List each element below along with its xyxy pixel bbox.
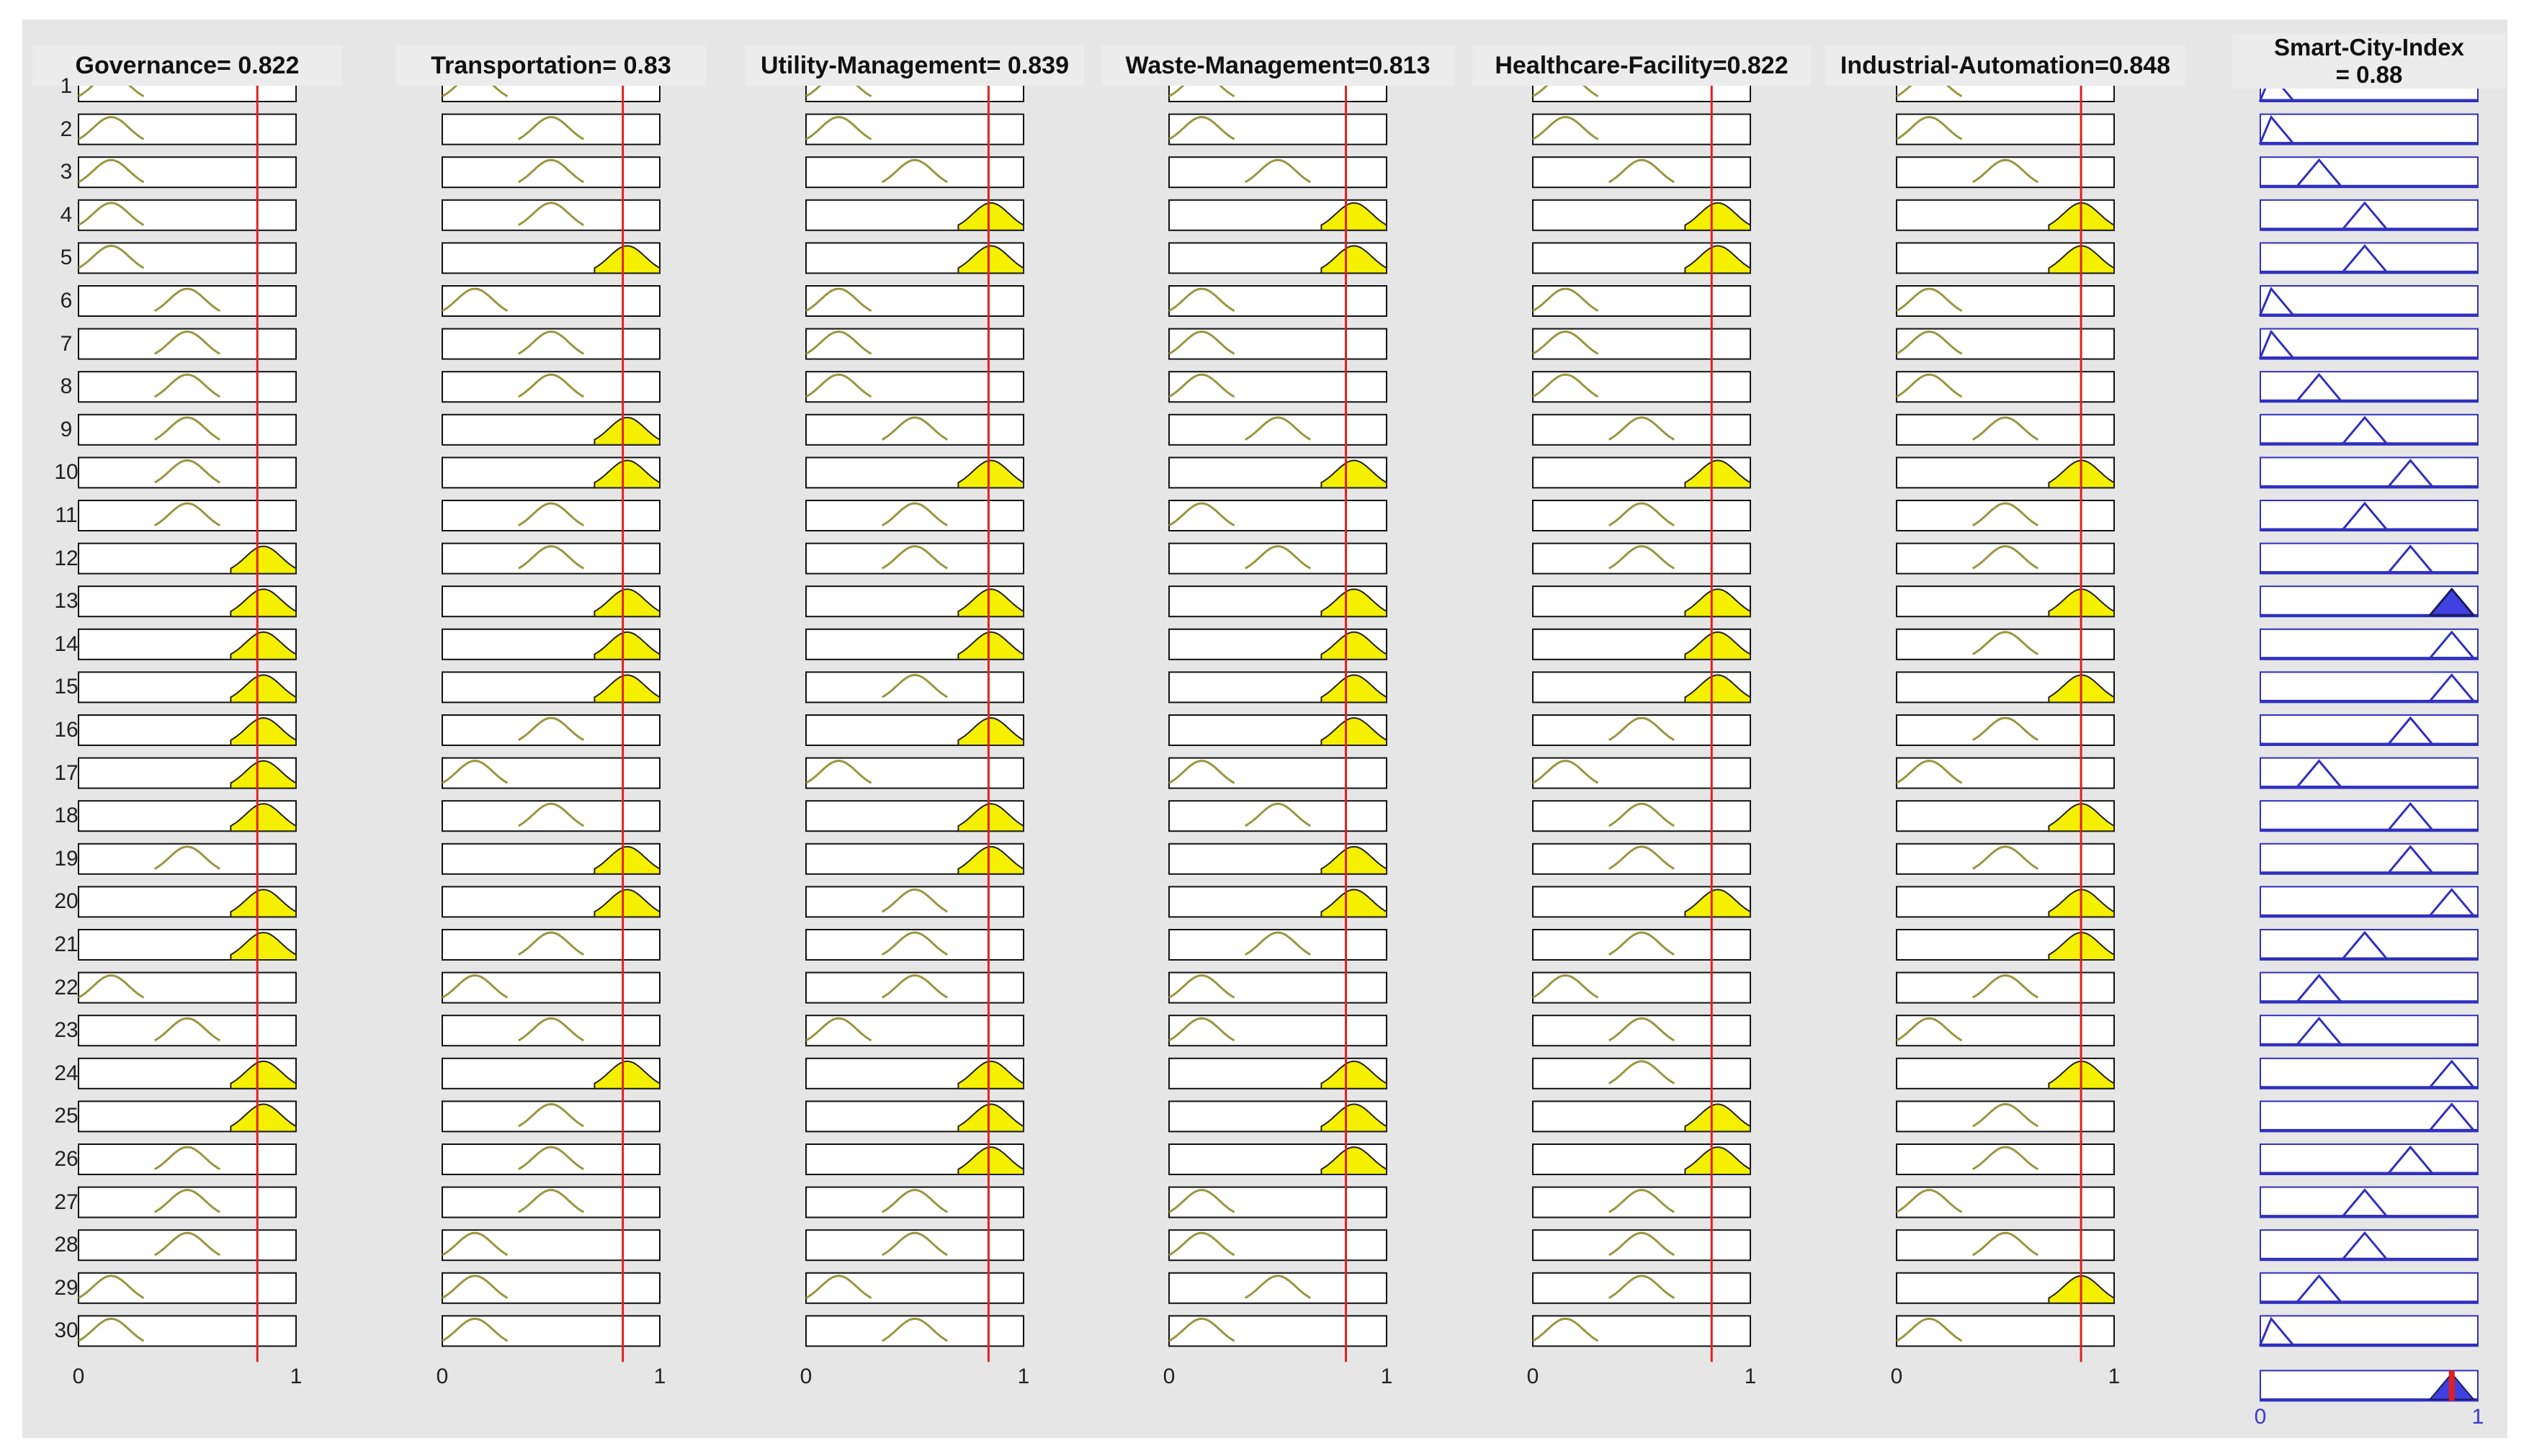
rule-row[interactable]: [79, 1187, 2478, 1218]
input-title-waste-management: Waste-Management=0.813: [1101, 45, 1454, 86]
antecedent-mf[interactable]: [806, 1187, 1024, 1218]
rule-row[interactable]: [79, 715, 2478, 745]
rule-number: 25: [54, 1104, 79, 1128]
antecedent-mf[interactable]: [806, 1230, 1024, 1260]
antecedent-mf[interactable]: [442, 1144, 660, 1174]
antecedent-mf[interactable]: [806, 672, 1024, 702]
antecedent-mf[interactable]: [1169, 1273, 1387, 1303]
antecedent-mf[interactable]: [442, 114, 660, 145]
antecedent-mf[interactable]: [1533, 243, 1750, 273]
antecedent-mf[interactable]: [806, 457, 1024, 487]
antecedent-mf[interactable]: [79, 1273, 296, 1303]
antecedent-mf[interactable]: [1169, 886, 1387, 917]
antecedent-mf[interactable]: [1169, 157, 1387, 187]
antecedent-mf[interactable]: [806, 1059, 1024, 1089]
consequent-mf[interactable]: [2260, 329, 2478, 359]
antecedent-mf[interactable]: [806, 544, 1024, 574]
axis-max-label: 1: [1017, 1365, 1030, 1389]
consequent-mf[interactable]: [2260, 973, 2478, 1003]
rule-row[interactable]: [79, 544, 2478, 574]
consequent-mf[interactable]: [2260, 544, 2478, 574]
antecedent-mf[interactable]: [806, 801, 1024, 831]
antecedent-mf[interactable]: [806, 586, 1024, 616]
antecedent-mf[interactable]: [1169, 629, 1387, 660]
antecedent-mf[interactable]: [442, 372, 660, 402]
antecedent-mf[interactable]: [79, 243, 296, 273]
rule-row[interactable]: [79, 1230, 2478, 1260]
rule-row[interactable]: [79, 500, 2478, 531]
antecedent-mf[interactable]: [1169, 758, 1387, 788]
antecedent-mf[interactable]: [79, 1059, 296, 1089]
rule-number: 18: [54, 804, 79, 828]
rule-number: 6: [60, 289, 73, 313]
antecedent-mf[interactable]: [1169, 243, 1387, 273]
rule-number: 9: [60, 417, 73, 441]
antecedent-mf[interactable]: [806, 1316, 1024, 1346]
antecedent-mf[interactable]: [1169, 1187, 1387, 1218]
rule-plot-area: [22, 19, 2507, 1438]
antecedent-mf[interactable]: [442, 329, 660, 359]
antecedent-mf[interactable]: [79, 329, 296, 359]
antecedent-mf[interactable]: [442, 1273, 660, 1303]
antecedent-mf[interactable]: [1533, 1273, 1750, 1303]
antecedent-mf[interactable]: [1169, 1059, 1387, 1089]
antecedent-mf[interactable]: [442, 1059, 660, 1089]
antecedent-mf[interactable]: [806, 243, 1024, 273]
rule-number: 29: [54, 1275, 79, 1300]
rule-number: 26: [54, 1147, 79, 1171]
antecedent-mf[interactable]: [442, 801, 660, 831]
antecedent-mf[interactable]: [1533, 930, 1750, 960]
consequent-mf[interactable]: [2260, 157, 2478, 187]
antecedent-mf[interactable]: [1169, 1230, 1387, 1260]
rule-number: 16: [54, 718, 79, 742]
antecedent-mf[interactable]: [79, 886, 296, 917]
antecedent-mf[interactable]: [1533, 114, 1750, 145]
antecedent-mf[interactable]: [806, 973, 1024, 1003]
antecedent-mf[interactable]: [79, 586, 296, 616]
output-title: [2232, 34, 2506, 89]
axis-min-label: 0: [436, 1365, 449, 1389]
rule-row[interactable]: [79, 973, 2478, 1003]
rule-number: 27: [54, 1190, 79, 1214]
rule-number: 12: [54, 546, 79, 570]
antecedent-mf[interactable]: [806, 114, 1024, 145]
rule-row[interactable]: [79, 1101, 2478, 1131]
antecedent-mf[interactable]: [806, 715, 1024, 745]
antecedent-mf[interactable]: [442, 1230, 660, 1260]
antecedent-mf[interactable]: [79, 157, 296, 187]
antecedent-mf[interactable]: [1533, 329, 1750, 359]
antecedent-mf[interactable]: [79, 1187, 296, 1218]
consequent-mf[interactable]: [2260, 930, 2478, 960]
antecedent-mf[interactable]: [442, 286, 660, 316]
rule-row[interactable]: [79, 930, 2478, 960]
antecedent-mf[interactable]: [442, 457, 660, 487]
rule-number: 14: [54, 632, 79, 656]
antecedent-mf[interactable]: [806, 886, 1024, 917]
antecedent-mf[interactable]: [806, 329, 1024, 359]
antecedent-mf[interactable]: [1169, 1144, 1387, 1174]
antecedent-mf[interactable]: [79, 1230, 296, 1260]
antecedent-mf[interactable]: [1169, 286, 1387, 316]
antecedent-mf[interactable]: [442, 1015, 660, 1046]
rule-row[interactable]: [79, 629, 2478, 660]
antecedent-mf[interactable]: [442, 544, 660, 574]
antecedent-mf[interactable]: [806, 415, 1024, 445]
antecedent-mf[interactable]: [1169, 457, 1387, 487]
rule-number: 23: [54, 1018, 79, 1043]
antecedent-mf[interactable]: [1169, 801, 1387, 831]
antecedent-mf[interactable]: [79, 629, 296, 660]
rule-row[interactable]: [79, 157, 2478, 187]
antecedent-mf[interactable]: [442, 715, 660, 745]
antecedent-mf[interactable]: [442, 500, 660, 531]
consequent-mf[interactable]: [2260, 114, 2478, 145]
antecedent-mf[interactable]: [442, 243, 660, 273]
input-title-governance: Governance= 0.822: [32, 45, 342, 86]
antecedent-mf[interactable]: [1169, 200, 1387, 230]
consequent-mf[interactable]: [2260, 457, 2478, 487]
antecedent-mf[interactable]: [79, 544, 296, 574]
consequent-mf[interactable]: [2260, 629, 2478, 660]
rule-number: 13: [54, 589, 79, 614]
rule-row[interactable]: [79, 1316, 2478, 1346]
antecedent-mf[interactable]: [806, 1015, 1024, 1046]
antecedent-mf[interactable]: [1169, 500, 1387, 531]
axis-max-label: 1: [1380, 1365, 1393, 1389]
antecedent-mf[interactable]: [1533, 372, 1750, 402]
antecedent-mf[interactable]: [1169, 715, 1387, 745]
antecedent-mf[interactable]: [1533, 758, 1750, 788]
rule-row[interactable]: [79, 415, 2478, 445]
antecedent-mf[interactable]: [806, 372, 1024, 402]
rule-row[interactable]: [79, 672, 2478, 702]
rule-row[interactable]: [79, 844, 2478, 874]
consequent-mf[interactable]: [2260, 886, 2478, 917]
antecedent-mf[interactable]: [806, 1101, 1024, 1131]
antecedent-mf[interactable]: [1533, 629, 1750, 660]
rule-row[interactable]: [79, 758, 2478, 788]
consequent-mf[interactable]: [2260, 1101, 2478, 1131]
rule-row[interactable]: [79, 1144, 2478, 1174]
consequent-mf[interactable]: [2260, 1015, 2478, 1046]
antecedent-mf[interactable]: [1169, 372, 1387, 402]
antecedent-mf[interactable]: [1533, 973, 1750, 1003]
antecedent-mf[interactable]: [1533, 1101, 1750, 1131]
rule-number: 15: [54, 675, 79, 699]
antecedent-mf[interactable]: [1169, 544, 1387, 574]
rule-number: 3: [60, 160, 73, 184]
axis-min-label: 0: [72, 1365, 85, 1389]
rule-row[interactable]: [79, 114, 2478, 145]
axis-min-label: 0: [800, 1365, 813, 1389]
rule-number: 19: [54, 846, 79, 871]
antecedent-mf[interactable]: [1533, 844, 1750, 874]
antecedent-mf[interactable]: [79, 973, 296, 1003]
axis-min-label: 0: [1526, 1365, 1539, 1389]
consequent-mf[interactable]: [2260, 1059, 2478, 1089]
rule-number: 20: [54, 889, 79, 914]
rule-row[interactable]: [79, 457, 2478, 487]
antecedent-mf[interactable]: [79, 415, 296, 445]
antecedent-mf[interactable]: [1533, 1316, 1750, 1346]
antecedent-mf[interactable]: [442, 1187, 660, 1218]
rule-number: 21: [54, 933, 79, 956]
antecedent-mf[interactable]: [442, 586, 660, 616]
antecedent-mf[interactable]: [79, 114, 296, 145]
consequent-mf[interactable]: [2260, 286, 2478, 316]
antecedent-mf[interactable]: [806, 500, 1024, 531]
rule-row[interactable]: [79, 372, 2478, 402]
antecedent-mf[interactable]: [1533, 1144, 1750, 1174]
consequent-mf[interactable]: [2260, 758, 2478, 788]
antecedent-mf[interactable]: [79, 844, 296, 874]
antecedent-mf[interactable]: [1169, 672, 1387, 702]
consequent-mf[interactable]: [2260, 200, 2478, 230]
input-title-transportation: Transportation= 0.83: [396, 45, 706, 86]
rule-row[interactable]: [79, 286, 2478, 316]
consequent-mf[interactable]: [2260, 1187, 2478, 1218]
antecedent-mf[interactable]: [79, 930, 296, 960]
axis-max-label: 1: [1744, 1365, 1757, 1389]
output-axis-max-label: 1: [2471, 1405, 2484, 1429]
rule-row[interactable]: [79, 801, 2478, 831]
antecedent-mf[interactable]: [1169, 973, 1387, 1003]
rule-row[interactable]: [79, 329, 2478, 359]
consequent-mf[interactable]: [2260, 715, 2478, 745]
antecedent-mf[interactable]: [79, 801, 296, 831]
rule-row[interactable]: [79, 586, 2478, 616]
input-title-utility-management: Utility-Management= 0.839: [746, 45, 1084, 86]
antecedent-mf[interactable]: [1533, 1015, 1750, 1046]
rule-number: 28: [54, 1233, 79, 1257]
rule-number: 10: [54, 460, 79, 485]
antecedent-mf[interactable]: [806, 629, 1024, 660]
antecedent-mf[interactable]: [1533, 1187, 1750, 1218]
rule-number: 22: [54, 975, 79, 999]
rule-number: 5: [60, 246, 73, 270]
output-axis-min-label: 0: [2254, 1405, 2267, 1429]
antecedent-mf[interactable]: [442, 1101, 660, 1131]
antecedent-mf[interactable]: [442, 415, 660, 445]
antecedent-mf[interactable]: [1169, 1101, 1387, 1131]
rule-number: 17: [54, 760, 79, 785]
antecedent-mf[interactable]: [1533, 500, 1750, 531]
antecedent-mf[interactable]: [442, 930, 660, 960]
axis-min-label: 0: [1163, 1365, 1176, 1389]
antecedent-mf[interactable]: [1169, 329, 1387, 359]
antecedent-mf[interactable]: [442, 844, 660, 874]
antecedent-mf[interactable]: [79, 200, 296, 230]
antecedent-mf[interactable]: [1533, 415, 1750, 445]
antecedent-mf[interactable]: [1169, 1015, 1387, 1046]
antecedent-mf[interactable]: [806, 930, 1024, 960]
consequent-mf[interactable]: [2260, 372, 2478, 402]
antecedent-mf[interactable]: [806, 1144, 1024, 1174]
consequent-mf[interactable]: [2260, 672, 2478, 702]
consequent-mf[interactable]: [2260, 1230, 2478, 1260]
rule-row[interactable]: [79, 1015, 2478, 1046]
antecedent-mf[interactable]: [79, 715, 296, 745]
consequent-mf[interactable]: [2260, 844, 2478, 874]
antecedent-mf[interactable]: [1533, 672, 1750, 702]
rule-number: 1: [60, 74, 73, 98]
consequent-mf[interactable]: [2260, 1316, 2478, 1346]
antecedent-mf[interactable]: [1533, 586, 1750, 616]
rule-number: 30: [54, 1318, 79, 1343]
rule-row[interactable]: [79, 200, 2478, 230]
antecedent-mf[interactable]: [79, 758, 296, 788]
consequent-mf[interactable]: [2260, 500, 2478, 531]
antecedent-mf[interactable]: [1533, 715, 1750, 745]
antecedent-mf[interactable]: [1533, 801, 1750, 831]
antecedent-mf[interactable]: [806, 286, 1024, 316]
antecedent-mf[interactable]: [79, 286, 296, 316]
input-title-healthcare-facility: Healthcare-Facility=0.822: [1472, 45, 1811, 86]
rule-row[interactable]: [79, 1059, 2478, 1089]
antecedent-mf[interactable]: [806, 157, 1024, 187]
rule-number: 24: [54, 1061, 79, 1085]
antecedent-mf[interactable]: [79, 1316, 296, 1346]
antecedent-mf[interactable]: [1533, 286, 1750, 316]
antecedent-mf[interactable]: [1169, 1316, 1387, 1346]
antecedent-mf[interactable]: [442, 886, 660, 917]
antecedent-mf[interactable]: [442, 200, 660, 230]
antecedent-mf[interactable]: [442, 973, 660, 1003]
antecedent-mf[interactable]: [79, 1015, 296, 1046]
antecedent-mf[interactable]: [79, 672, 296, 702]
antecedent-mf[interactable]: [1169, 114, 1387, 145]
rule-viewer-panel: [22, 19, 2507, 1438]
antecedent-mf[interactable]: [1533, 544, 1750, 574]
antecedent-mf[interactable]: [442, 157, 660, 187]
antecedent-mf[interactable]: [1169, 930, 1387, 960]
rule-row[interactable]: [79, 886, 2478, 917]
antecedent-mf[interactable]: [806, 758, 1024, 788]
antecedent-mf[interactable]: [806, 1273, 1024, 1303]
antecedent-mf[interactable]: [442, 758, 660, 788]
antecedent-mf[interactable]: [1169, 586, 1387, 616]
antecedent-mf[interactable]: [1533, 1059, 1750, 1089]
rule-row[interactable]: [79, 1273, 2478, 1303]
antecedent-mf[interactable]: [1533, 457, 1750, 487]
antecedent-mf[interactable]: [442, 1316, 660, 1346]
antecedent-mf[interactable]: [1533, 157, 1750, 187]
antecedent-mf[interactable]: [1533, 200, 1750, 230]
antecedent-mf[interactable]: [79, 500, 296, 531]
consequent-mf[interactable]: [2260, 801, 2478, 831]
axis-min-label: 0: [1890, 1365, 1903, 1389]
antecedent-mf[interactable]: [79, 372, 296, 402]
rule-number: 2: [60, 117, 73, 141]
antecedent-mf[interactable]: [442, 672, 660, 702]
consequent-mf[interactable]: [2260, 1273, 2478, 1303]
antecedent-mf[interactable]: [79, 457, 296, 487]
antecedent-mf[interactable]: [442, 629, 660, 660]
antecedent-mf[interactable]: [806, 200, 1024, 230]
output-title-name: Smart-City-Index: [2273, 34, 2465, 60]
rule-number: 7: [60, 331, 73, 356]
rule-row[interactable]: [79, 243, 2478, 273]
consequent-mf[interactable]: [2260, 243, 2478, 273]
axis-max-label: 1: [2108, 1365, 2121, 1389]
output-title-value: = 0.88: [2335, 61, 2403, 88]
antecedent-mf[interactable]: [1169, 844, 1387, 874]
antecedent-mf[interactable]: [1533, 1230, 1750, 1260]
antecedent-mf[interactable]: [79, 1144, 296, 1174]
antecedent-mf[interactable]: [1533, 886, 1750, 917]
axis-max-label: 1: [290, 1365, 303, 1389]
rule-number: 4: [60, 202, 73, 227]
consequent-mf[interactable]: [2260, 415, 2478, 445]
axis-max-label: 1: [653, 1365, 666, 1389]
input-title-industrial-automation: Industrial-Automation=0.848: [1825, 45, 2185, 86]
consequent-mf[interactable]: [2260, 586, 2478, 616]
antecedent-mf[interactable]: [806, 844, 1024, 874]
consequent-mf[interactable]: [2260, 1144, 2478, 1174]
aggregated-output: [2260, 1370, 2478, 1401]
rule-number: 11: [55, 503, 78, 527]
antecedent-mf[interactable]: [79, 1101, 296, 1131]
antecedent-mf[interactable]: [1169, 415, 1387, 445]
rule-number: 8: [60, 374, 73, 399]
